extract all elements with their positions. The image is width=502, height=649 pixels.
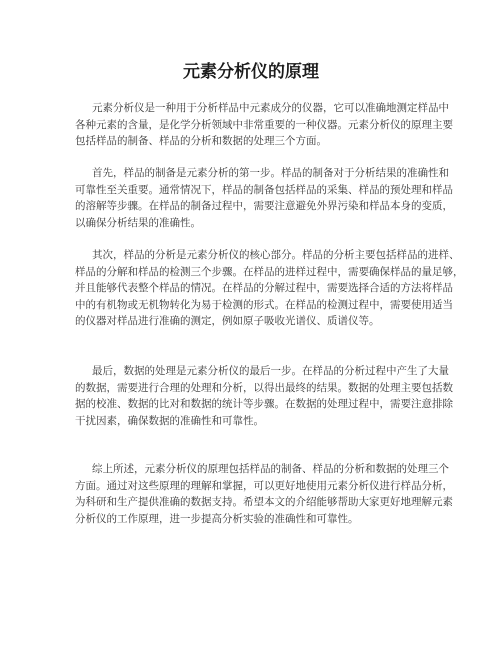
paragraph-line: 最后，数据的处理是元素分析仪的最后一步。在样品的分析过程中产生了大量 xyxy=(92,365,449,377)
paragraph-line: 并且能够代表整个样品的情况。在样品的分解过程中，需要选择合适的方法将样品 xyxy=(75,282,453,294)
paragraph-line: 的数据，需要进行合理的处理和分析，以得出最终的结果。数据的处理主要包括数 xyxy=(75,381,453,394)
paragraph-line: 可靠性至关重要。通常情况下，样品的制备包括样品的采集、样品的预处理和样品 xyxy=(75,183,453,196)
paragraph-line: 中的有机物或无机物转化为易于检测的形式。在样品的检测过程中，需要使用适当 xyxy=(75,298,453,311)
paragraph-line: 的仪器对样品进行准确的测定，例如原子吸收光谱仪、质谱仪等。 xyxy=(75,315,380,327)
paragraph-data-processing xyxy=(75,363,453,429)
paragraph-line: 包括样品的制备、样品的分析和数据的处理三个方面。 xyxy=(75,135,327,147)
paragraph-line: 的溶解等步骤。在样品的制备过程中，需要注意避免外界污染和样品本身的变质， xyxy=(75,200,453,212)
paragraph-line: 其次，样品的分析是元素分析仪的核心部分。样品的分析主要包括样品的进样、 xyxy=(92,249,460,261)
paragraph-line: 分析仪的工作原理，进一步提高分析实验的准确性和可靠性。 xyxy=(75,512,359,525)
paragraph-line: 据的校准、数据的比对和数据的统计等步骤。在数据的处理过程中，需要注意排除 xyxy=(75,398,453,410)
paragraph-sample-analysis xyxy=(75,247,464,330)
paragraph-line: 以确保分析结果的准确性。 xyxy=(75,216,201,229)
paragraph-sample-preparation xyxy=(75,165,453,231)
paragraph-line: 元素分析仪是一种用于分析样品中元素成分的仪器，它可以准确地测定样品中 xyxy=(92,102,449,114)
paragraph-line: 方面。通过对这些原理的理解和掌握，可以更好地使用元素分析仪进行样品分析， xyxy=(75,479,453,492)
paragraph-intro xyxy=(75,100,453,150)
paragraph-line: 首先，样品的制备是元素分析的第一步。样品的制备对于分析结果的准确性和 xyxy=(92,167,449,179)
document-title: 元素分析仪的原理 xyxy=(183,62,319,82)
paragraph-line: 综上所述，元素分析仪的原理包括样品的制备、样品的分析和数据的处理三个 xyxy=(92,463,449,475)
paragraph-line: 各种元素的含量，是化学分析领域中非常重要的一种仪器。元素分析仪的原理主要 xyxy=(75,118,453,131)
paragraph-line: 样品的分解和样品的检测三个步骤。在样品的进样过程中，需要确保样品的量足够， xyxy=(75,265,464,278)
paragraph-conclusion xyxy=(75,461,453,527)
paragraph-line: 干扰因素，确保数据的准确性和可靠性。 xyxy=(75,414,264,427)
paragraph-line: 为科研和生产提供准确的数据支持。希望本文的介绍能够帮助大家更好地理解元素 xyxy=(75,496,453,508)
